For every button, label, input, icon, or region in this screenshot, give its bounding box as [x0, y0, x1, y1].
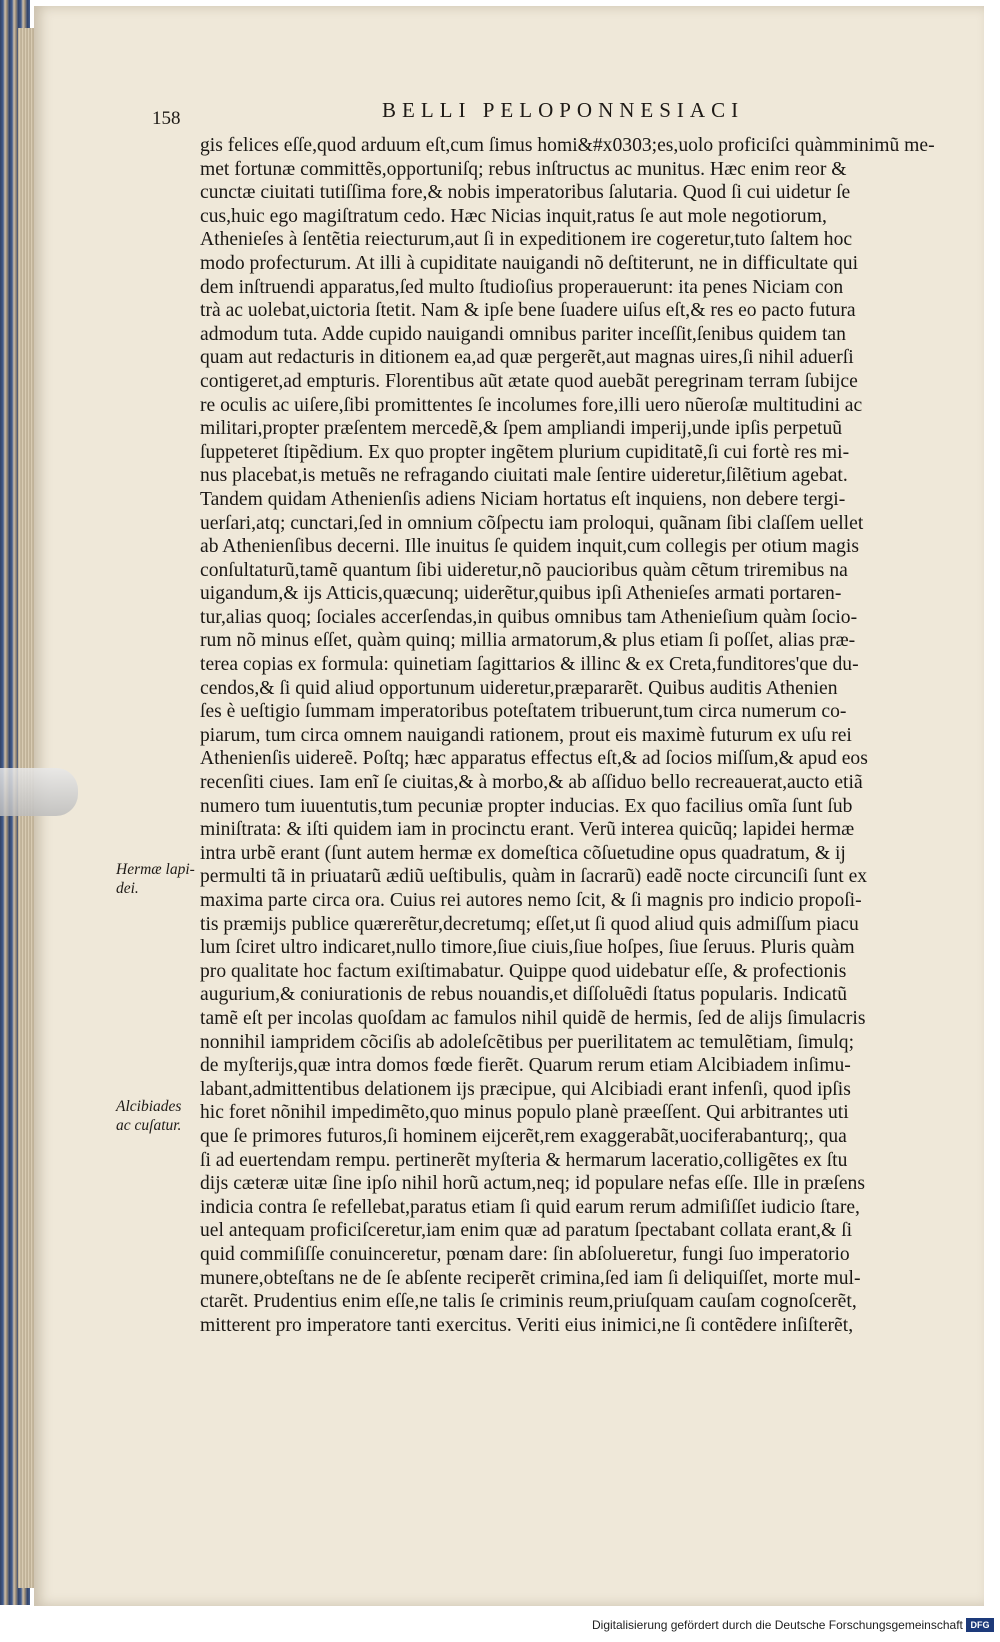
marginal-note-alcibiades: Alcibiades ac cuſatur.	[116, 1098, 182, 1134]
text-line: mitterent pro imperatore tanti exercitus. Veriti eius inimici,ne ſi contẽdere inſiſterẽt,	[200, 1314, 854, 1336]
text-line: tis præmijs publice quærerẽtur,decretumq; eſſet,ut ſi quod aliud quis admiſſum piacu	[200, 913, 859, 935]
text-line: quid commiſiſſe conuinceretur, pœnam dare: ſin abſolueretur, fungi ſuo imperatorio	[200, 1243, 850, 1265]
text-line: nus placebat,is metuẽs ne refragando ciuitati male ſentire uideretur,ſilẽtium agebat.	[200, 465, 848, 487]
text-line: munere,obteſtans ne de ſe abſente reciperẽt crimina,ſed iam ſi deliquiſſet, morte mul-	[200, 1267, 861, 1289]
text-line: intra urbẽ erant (ſunt autem hermæ ex domeſtica cõſuetudine opus quadratum, & ij	[200, 842, 846, 864]
text-line: rum nõ minus eſſet, quàm quinq; millia armatorum,& plus etiam ſi poſſet, alias præ-	[200, 630, 856, 652]
text-line: indicia contra ſe refellebat,paratus etiam ſi quid earum rerum admiſiſſet iudicio ſtare,	[200, 1196, 860, 1218]
page-number: 158	[152, 108, 181, 129]
footer-credit: Digitalisierung gefördert durch die Deutsche Forschungsgemeinschaft	[592, 1618, 963, 1632]
text-line: de myſterijs,quæ intra domos fœde fierẽt. Quarum rerum etiam Alcibiadem inſimu-	[200, 1055, 851, 1077]
bookmark-tab	[0, 768, 78, 816]
text-line: quam aut redacturis in ditionem ea,ad quæ pergerẽt,aut magnas uires,ſi nihil aduerſi	[200, 347, 854, 369]
text-line: conſultaturũ,tamẽ quantum ſibi uideretur,nõ paucioribus quàm cẽtum triremibus na	[200, 559, 848, 581]
text-line: ſi ad euertendam rempu. pertinerẽt myſteria & hermarum laceratio,colligẽtes ex ſtu	[200, 1149, 848, 1171]
text-line: dem inſtruendi apparatus,ſed multo ſtudioſius properauerunt: ita penes Niciam con	[200, 276, 844, 298]
text-line: re oculis ac uiſere,ſibi promittentes ſe incolumes fore,illi uero nũeroſæ multitudini ac	[200, 394, 863, 416]
text-line: augurium,& coniurationis de rebus nouandis,et diſſoluẽdi ſtatus popularis. Indicatũ	[200, 984, 848, 1006]
text-line: recenſiti ciues. Iam enĩ ſe ciuitas,& à morbo,& ab aſſiduo bello recreauerat,aucto etiã	[200, 772, 863, 794]
text-line: trà ac uolebat,uictoria ſtetit. Nam & ipſe bene ſuadere uiſus eſt,& res eo pacto futura	[200, 300, 856, 322]
text-line: uel antequam proficiſceretur,iam enim quæ ad paratum ſpectabant collata erant,& ſi	[200, 1220, 853, 1242]
text-line: ab Athenienſibus decerni. Ille inuitus ſe quidem inquit,cum collegis per otium magis	[200, 536, 859, 558]
text-line: labant,admittentibus delationem ijs præcipue, qui Alcibiadi erant infenſi, quod ipſis	[200, 1078, 851, 1100]
text-line: terea copias ex formula: quinetiam ſagittarios & illinc & ex Creta,funditores'que du-	[200, 654, 859, 676]
text-line: hic foret nõnihil impedimẽto,quo minus populo planè præeſſent. Qui arbitrantes uti	[200, 1102, 849, 1124]
text-line: miniſtrata: & iſti quidem iam in procinctu erant. Verũ interea quicũq; lapidei hermæ	[200, 819, 855, 841]
text-line: modo profecturum. At illi à cupiditate nauigandi nõ deſtiterunt, ne in difficultate qui	[200, 252, 859, 274]
text-line: met fortunæ committẽs,opportuniſq; rebus inſtructus ac munitus. Hæc enim reor &	[200, 158, 847, 180]
text-line: cus,huic ego magiſtratum cedo. Hæc Nicias inquit,ratus ſe aut mole negotiorum,	[200, 205, 827, 227]
text-line: ſuppeteret ſtipẽdium. Ex quo propter ingẽtem plurium cupiditatẽ,ſi cui fortè res mi-	[200, 441, 850, 463]
text-line: pro qualitate hoc factum exiſtimabatur. Quippe quod uidebatur eſſe, & profectionis	[200, 960, 847, 982]
text-line: ctarẽt. Prudentius enim eſſe,ne talis ſe criminis reum,priuſquam cauſam cognoſcerẽt,	[200, 1291, 857, 1313]
body-text	[200, 134, 938, 1337]
text-line: que ſe primores futuros,ſi hominem eijcerẽt,rem exaggerabãt,uociferabanturq;, qua	[200, 1125, 847, 1147]
text-line: Athenieſes à ſentẽtia reiecturum,aut ſi in expeditionem ire cogeretur,tuto ſaltem hoc	[200, 229, 853, 251]
text-line: contigeret,ad empturis. Florentibus aũt ætate quod auebãt peregrinam terram ſubijce	[200, 370, 858, 392]
text-line: nonnihil iampridem cõciſis ab adoleſcẽtibus per puerilitatem ac temulẽtiam, ſimulq;	[200, 1031, 855, 1053]
marginal-note-hermae: Hermæ lapi- dei.	[116, 861, 195, 897]
text-line: admodum tuta. Adde cupido nauigandi omnibus pariter inceſſit,ſenibus quidem tan	[200, 323, 846, 345]
text-line: uerſari,atq; cunctari,ſed in omnium cõſpectu iam proloqui, quãnam ſibi claſſem uellet	[200, 512, 864, 534]
text-line: cunctæ ciuitati tutiſſima fore,& nobis imperatoribus ſalutaria. Quod ſi cui uidetur ſe	[200, 182, 851, 204]
text-line: ſes è ueſtigio ſummam imperatoribus poteſtatem tribuerunt,tum circa numerum co-	[200, 701, 847, 723]
text-line: lum ſciret ultro indicaret,nullo timore,ſiue ciuis,ſiue hoſpes, ſiue ſeruus. Pluris quàm	[200, 937, 855, 959]
text-line: Tandem quidam Athenienſis adiens Niciam hortatus eſt inquiens, non debere tergi-	[200, 488, 846, 510]
text-line: permulti tã in priuatarũ ædiũ ueſtibulis, quàm in ſacrarũ) eadẽ nocte circunciſi ſunt ex	[200, 866, 868, 888]
text-line: Athenienſis uidereẽ. Poſtq; hæc apparatus effectus eſt,& ad ſocios miſſum,& apud eos	[200, 748, 868, 770]
dfg-logo: DFG	[966, 1618, 994, 1632]
text-line: tamẽ eſt per incolas quoſdam ac famulos nihil quidẽ de hermis, ſed de alijs ſimulacris	[200, 1007, 866, 1029]
text-line: uigandum,& ijs Atticis,quæcunq; uiderẽtur,quibus ipſi Athenieſes armati portaren-	[200, 583, 842, 605]
running-head: BELLI PELOPONNESIACI	[382, 98, 745, 122]
text-line: militari,propter præſentem mercedẽ,& ſpem ampliandi imperij,unde ipſis perpetuũ	[200, 418, 843, 440]
text-line: tur,alias quoq; ſociales accerſendas,in quibus omnibus tam Athenieſium quàm ſocio-	[200, 606, 858, 628]
text-line: dijs cæteræ uitæ ſine ipſo nihil horũ actum,neq; id populare nefas eſſe. Ille in præſens	[200, 1173, 865, 1195]
text-line: gis felices eſſe,quod arduum eſt,cum ſimus homi&#x0303;es,uolo proficiſci quàmminimũ me-	[200, 135, 935, 156]
text-line: cendos,& ſi quid aliud opportunum uideretur,præpararẽt. Quibus auditis Athenien	[200, 677, 838, 699]
text-line: maxima parte circa ora. Cuius rei autores nemo ſcit, & ſi magnis pro indicio propoſi-	[200, 890, 862, 911]
text-line: numero tum iuuentutis,tum pecuniæ propter inducias. Ex quo facilius omĩa ſunt ſub	[200, 795, 853, 817]
text-line: piarum, tum circa omnem nauigandi rationem, prout eis maximè futurum ex uſu rei	[200, 724, 852, 746]
